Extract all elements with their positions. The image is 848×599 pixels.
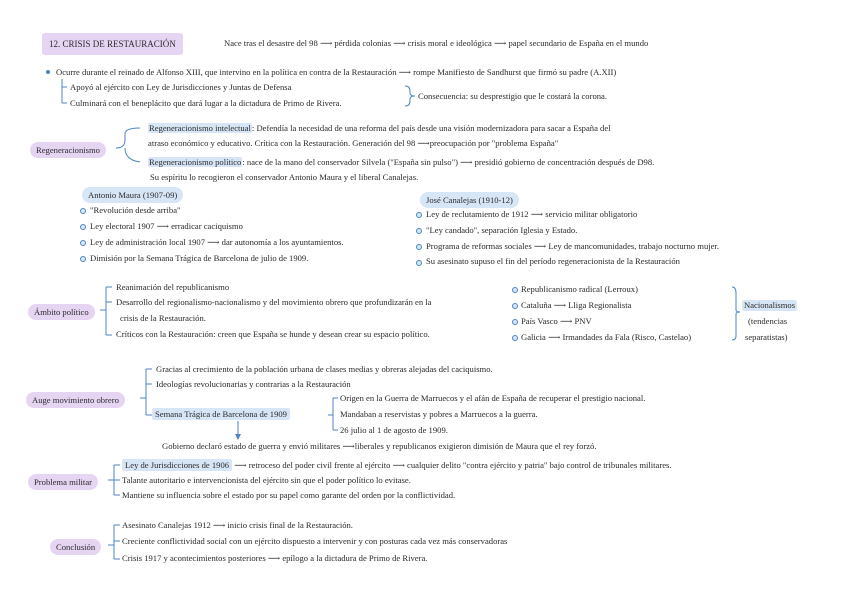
occurs-support1: Apoyó al ejército con Ley de Jurisdicciones y Juntas de Defensa [70, 82, 292, 92]
militar-item1-b: cualquier delito "contra ejército y patria" bajo control de tribunales militares. [407, 460, 672, 470]
regen-pol-l1 [148, 157, 654, 168]
nacional-r4-b: Irmandades da Fala (Risco, Castelao) [562, 332, 692, 342]
maura-item3 [90, 237, 344, 248]
canalejas-item2: "Ley candado", separación Iglesia y Estado. [426, 225, 578, 235]
canalejas-item1-b: servicio militar obligatorio [545, 209, 638, 219]
arrow-right-icon: ⟶ [392, 460, 408, 470]
occurs-line [56, 67, 616, 78]
maura-item2 [90, 221, 243, 232]
nacional-r3 [521, 316, 592, 327]
maura-item4: Dimisión por la Semana Trágica de Barcelona de julio de 1909. [90, 253, 309, 263]
militar-item1-a: retroceso del poder civil frente al ejército [248, 460, 391, 470]
arrow-right-icon: ⟶ [267, 553, 283, 563]
ley-jurisdicciones: Ley de Jurisdicciones de 1906 [122, 459, 232, 471]
regen-intel-head: Regeneracionismo intelectual [149, 123, 251, 133]
arrow-right-icon: ⟶ [234, 460, 249, 470]
semana-item2: Mandaban a reservistas y pobres a Marruecos a la guerra. [340, 409, 538, 419]
obrero-label: Auge movimiento obrero [26, 392, 125, 408]
nacional-sub2: separatistas) [745, 332, 788, 342]
militar-item3: Mantiene su influencia sobre el estado por su papel como garante del orden por la conflictividad. [122, 490, 456, 500]
intro-lead: Nace tras el desastre del 98 [224, 38, 318, 48]
canalejas-item3-b: Ley de mancomunidades, trabajo nocturno mujer. [548, 241, 719, 251]
arrow-right-icon: ⟶ [393, 38, 408, 48]
nacional-r3-a: País Vasco [521, 316, 558, 326]
militar-item1 [122, 460, 672, 471]
obrero-result-a: Gobierno declaró estado de guerra y envió militares [162, 441, 341, 451]
arrow-right-icon: ⟶ [342, 441, 355, 451]
obrero-semana [152, 409, 290, 420]
semana-item1: Origen en la Guerra de Marruecos y el afán de España de recuperar el prestigio nacional. [340, 393, 646, 403]
arrow-right-icon: ⟶ [398, 67, 414, 77]
conclusion-item3-a: Crisis 1917 y acontecimientos posteriores [122, 553, 266, 563]
politico-label: Ámbito político [28, 304, 95, 320]
politico-item1: Reanimación del republicanismo [116, 282, 230, 292]
bullet-dot-icon [512, 335, 518, 341]
regen-pol-result: presidió gobierno de concentración después de D98. [474, 157, 655, 167]
arrow-right-icon: ⟶ [319, 38, 335, 48]
nacional-label: Nacionalismos [744, 300, 796, 310]
regen-intel-result: preocupación por "problema España" [429, 138, 559, 148]
bullet-dot-icon [80, 240, 86, 246]
regen-pol-head: Regeneracionismo político [149, 157, 242, 167]
nacional-r3-b: PNV [574, 316, 592, 326]
bullet-dot-icon [416, 244, 422, 250]
bullet-dot-icon [416, 228, 422, 234]
occurs-text: Ocurre durante el reinado de Alfonso XIII, que intervino en la política en contra de la Restauración [56, 67, 397, 77]
canalejas-item3-a: Programa de reformas sociales [426, 241, 532, 251]
intro-step2: crisis moral e ideológica [407, 38, 492, 48]
arrow-right-icon: ⟶ [156, 221, 172, 231]
politico-item3: Críticos con la Restauración: creen que España se hunde y desean crear su espacio político. [116, 329, 430, 339]
arrow-right-icon: ⟶ [207, 237, 222, 247]
arrow-right-icon: ⟶ [547, 332, 563, 342]
nacional-r2-b: Lliga Regionalista [568, 300, 632, 310]
canalejas-label: José Canalejas (1910-12) [420, 192, 519, 208]
nacional-r1: Republicanismo radical (Lerroux) [521, 284, 638, 294]
canalejas-item1 [426, 209, 637, 220]
politico-item2b: crisis de la Restauración. [120, 313, 206, 323]
militar-item2: Talante autoritario e intervencionista del ejército sin que el poder político lo evitase. [122, 475, 411, 485]
nacional-r2-a: Cataluña [521, 300, 552, 310]
arrow-right-icon: ⟶ [560, 316, 575, 326]
regen-intel-l2 [148, 138, 558, 149]
canalejas-item1-a: Ley de reclutamiento de 1912 [426, 209, 529, 219]
intro-step3: papel secundario de España en el mundo [508, 38, 649, 48]
arrow-right-icon: ⟶ [533, 241, 549, 251]
nacional-r4 [521, 332, 691, 343]
maura-item2-b: erradicar caciquismo [171, 221, 243, 231]
arrow-right-icon: ⟶ [553, 300, 569, 310]
militar-label: Problema militar [28, 474, 98, 490]
bullet-dot-icon [416, 260, 422, 266]
bullet-dot-icon [80, 256, 86, 262]
conclusion-item1 [122, 520, 353, 531]
conclusion-label: Conclusión [50, 539, 101, 555]
arrow-right-icon: ⟶ [460, 157, 475, 167]
bullet-dot-icon [80, 224, 86, 230]
arrow-right-icon: ⟶ [417, 138, 430, 148]
regen-pol-l2: Su espíritu lo recogieron el conservador Antonio Maura y el liberal Canalejas. [150, 172, 419, 182]
bullet-dot-icon [512, 287, 518, 293]
maura-item1: "Revolución desde arriba" [90, 205, 181, 215]
bullet-dot-icon [512, 319, 518, 325]
maura-item3-b: dar autonomía a los ayuntamientos. [221, 237, 344, 247]
obrero-item2: Ideologías revolucionarias y contrarias a la Restauración [156, 379, 351, 389]
bullet-dot-icon [416, 212, 422, 218]
conclusion-item3-b: epílogo a la dictadura de Primo de Rivera. [282, 553, 428, 563]
politico-item2a: Desarrollo del regionalismo-nacionalismo y del movimiento obrero que profundizarán en la [116, 297, 432, 307]
regen-label: Regeneracionismo [30, 142, 106, 158]
regen-intel-l1 [148, 123, 611, 134]
obrero-result-b: liberales y republicanos exigieron dimisión de Maura que el rey forzó. [354, 441, 597, 451]
maura-item2-a: Ley electoral 1907 [90, 221, 155, 231]
arrow-right-icon: ⟶ [494, 38, 509, 48]
conclusion-item3 [122, 553, 427, 564]
nacional-r2 [521, 300, 631, 311]
occurs-support2: Culminará con el beneplácito que dará lugar a la dictadura de Primo de Rivera. [70, 98, 342, 108]
page-title: 12. CRISIS DE RESTAURACIÓN [42, 33, 183, 55]
regen-intel-text: : Defendía la necesidad de una reforma del país desde una visión modernizadora para sacar a España del [251, 123, 611, 133]
conclusion-item1-b: inicio crisis final de la Restauración. [227, 520, 353, 530]
nacional-sub1: (tendencias [748, 316, 788, 326]
obrero-result [162, 441, 597, 452]
arrow-right-icon: ⟶ [212, 520, 228, 530]
intro-step1: pérdida colonias [334, 38, 391, 48]
canalejas-item3 [426, 241, 719, 252]
canalejas-item4: Su asesinato supuso el fin del período regeneracionista de la Restauración [426, 256, 680, 266]
conclusion-item2: Creciente conflictividad social con un ejército dispuesto a intervenir y con posturas cada vez más conservadoras [122, 536, 508, 546]
conclusion-item1-a: Asesinato Canalejas 1912 [122, 520, 211, 530]
maura-item3-a: Ley de administración local 1907 [90, 237, 206, 247]
obrero-item1: Gracias al crecimiento de la población urbana de clases medias y obreras alejadas del caciquismo. [156, 364, 493, 374]
occurs-result: rompe Manifiesto de Sandhurst que firmó su padre (A.XII) [413, 67, 617, 77]
nacional-r4-a: Galicia [521, 332, 546, 342]
regen-intel-text2: atraso económico y educativo. Crítica con la Restauración. Generación del 98 [148, 138, 416, 148]
semana-tragica: Semana Trágica de Barcelona de 1909 [152, 408, 290, 420]
semana-item3: 26 julio al 1 de agosto de 1909. [340, 425, 448, 435]
regen-pol-text: : nace de la mano del conservador Silvela ("España sin pulso") [242, 157, 458, 167]
bullet-dot-icon [512, 303, 518, 309]
maura-label: Antonio Maura (1907-09) [82, 187, 183, 203]
bullet-dot-icon [80, 208, 86, 214]
intro-line [224, 38, 648, 49]
bullet-dot-icon [46, 70, 50, 74]
occurs-consequence: Consecuencia: su desprestigio que le costará la corona. [418, 91, 607, 101]
arrow-right-icon: ⟶ [530, 209, 546, 219]
